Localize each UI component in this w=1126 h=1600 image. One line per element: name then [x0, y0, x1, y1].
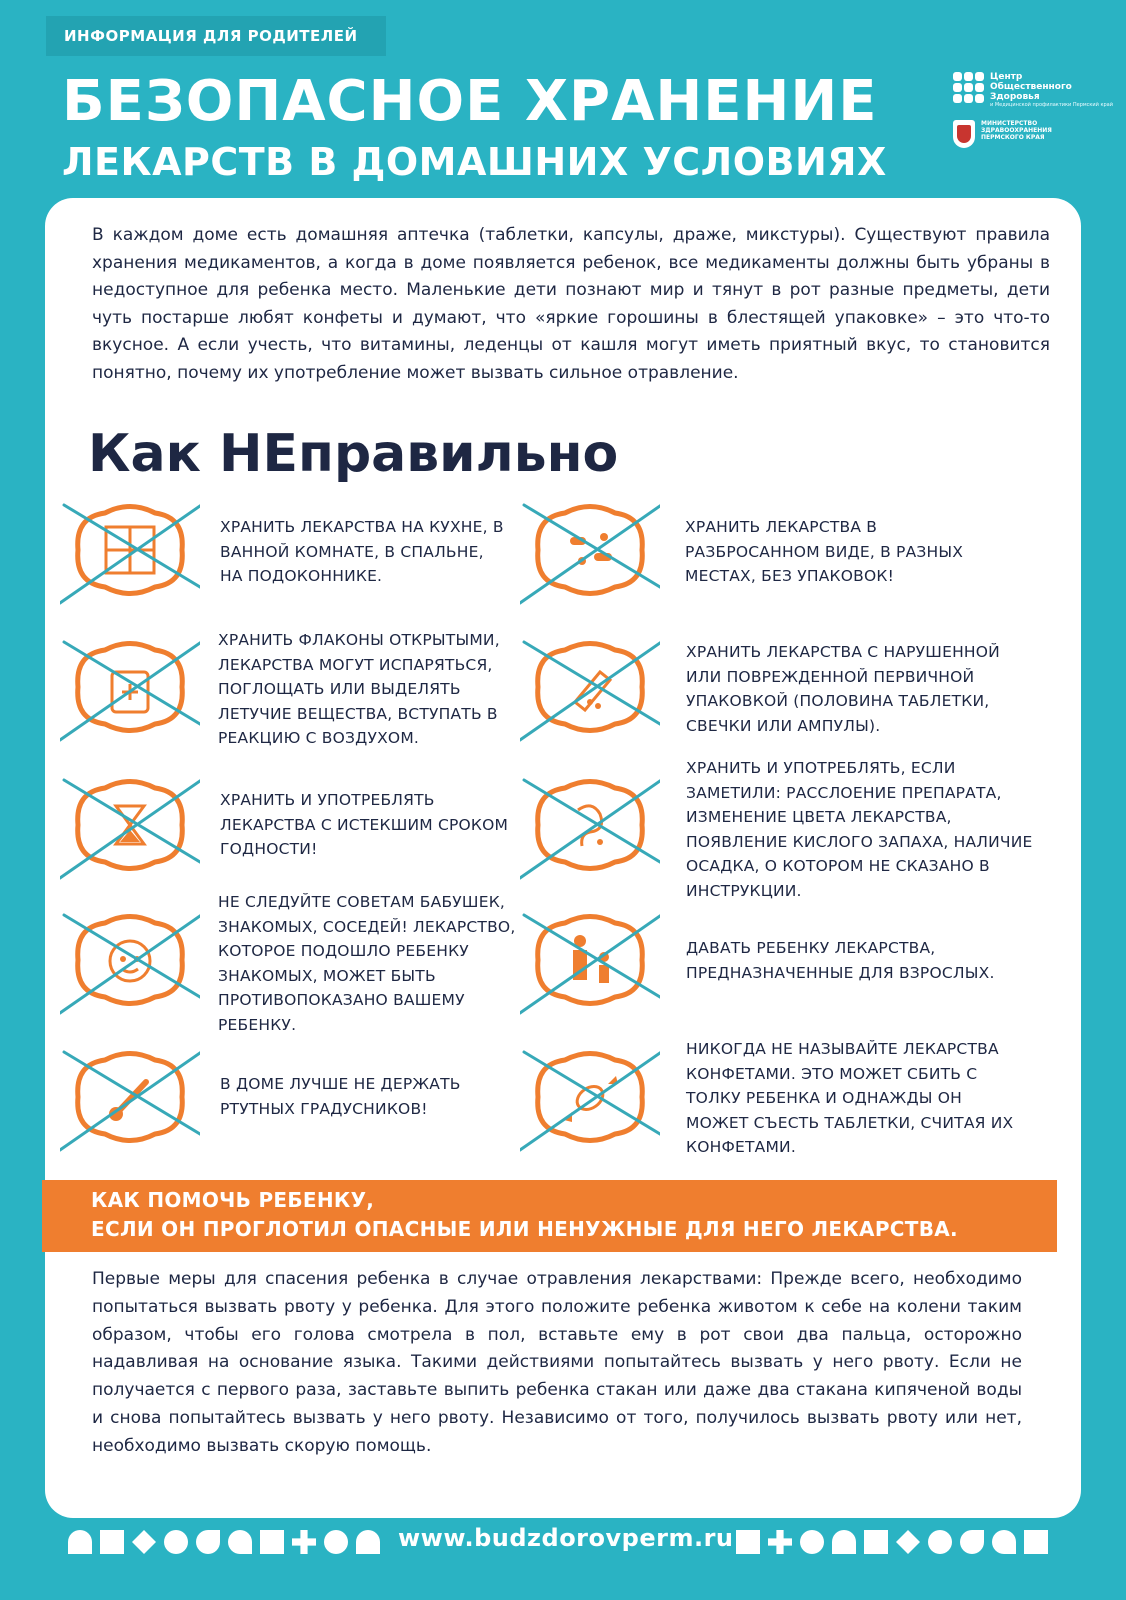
footer-arch-icon [68, 1530, 92, 1554]
wrong-practice-text: ХРАНИТЬ ЛЕКАРСТВА НА КУХНЕ, В ВАННОЙ КОМНАТЕ, В СПАЛЬНЕ, НА ПОДОКОННИКЕ. [220, 518, 504, 586]
footer-square-icon-2 [260, 1530, 284, 1554]
footer-arch-icon-3 [832, 1530, 856, 1554]
footer-square-icon-4 [864, 1530, 888, 1554]
footer-circle-icon-2 [324, 1530, 348, 1554]
center-logo-mark-icon [953, 72, 984, 103]
footer-arch-icon-2 [356, 1530, 380, 1554]
footer-square-icon [100, 1530, 124, 1554]
footer-circle-icon-4 [928, 1530, 952, 1554]
ministry-name-3: ПЕРМСКОГО КРАЯ [981, 134, 1045, 141]
wrong-practice-text: НЕ СЛЕДУЙТЕ СОВЕТАМ БАБУШЕК, ЗНАКОМЫХ, СОСЕДЕЙ! ЛЕКАРСТВО, КОТОРОЕ ПОДОШЛО РЕБЕНКУ ЗНАКОМЫХ, МОЖЕТ БЫТЬ ПРОТИВОПОКАЗАНО ВАШЕМУ РЕБЕНКУ. [218, 893, 516, 1034]
scattered-pills-icon [520, 495, 660, 605]
footer-circle-icon [164, 1530, 188, 1554]
candy-icon [520, 1042, 660, 1152]
center-name-3: Здоровья [990, 92, 1040, 102]
adult-and-child-icon [520, 905, 660, 1015]
page-subtitle: ЛЕКАРСТВ В ДОМАШНИХ УСЛОВИЯХ [62, 140, 887, 184]
wrong-practice-text: ДАВАТЬ РЕБЕНКУ ЛЕКАРСТВА, ПРЕДНАЗНАЧЕННЫЕ ДЛЯ ВЗРОСЛЫХ. [686, 939, 995, 982]
footer-drop-icon [196, 1530, 220, 1554]
intro-paragraph: В каждом доме есть домашняя аптечка (таблетки, капсулы, драже, микстуры). Существуют правила хранения медикаментов, а когда в доме появляется ребенок, все медикаменты должны быть убраны в недоступное для ребенка место. Маленькие дети познают мир и тянут в рот разные предметы, дети чуть постарше любят конфеты и думают, что «яркие горошины в блестящей упаковке» – это что-то вкусное. А если учесть, что витамины, леденцы от кашля могут иметь приятный вкус, то становится понятно, почему их употребление может вызвать сильное отравление. [92, 225, 1050, 383]
hourglass-icon [60, 770, 200, 880]
wrong-practice-text: ХРАНИТЬ ЛЕКАРСТВА В РАЗБРОСАННОМ ВИДЕ, В РАЗНЫХ МЕСТАХ, БЕЗ УПАКОВОК! [685, 518, 964, 586]
audience-tag: ИНФОРМАЦИЯ ДЛЯ РОДИТЕЛЕЙ [46, 16, 386, 56]
wrong-practice-text: ХРАНИТЬ ФЛАКОНЫ ОТКРЫТЫМИ, ЛЕКАРСТВА МОГУТ ИСПАРЯТЬСЯ, ПОГЛОЩАТЬ ИЛИ ВЫДЕЛЯТЬ ЛЕТУЧИЕ ВЕЩЕСТВА, ВСТУПАТЬ В РЕАКЦИЮ С ВОЗДУХОМ. [218, 631, 500, 748]
center-name-1: Центр [990, 72, 1023, 82]
footer-square-icon-5 [1024, 1530, 1048, 1554]
help-paragraph: Первые меры для спасения ребенка в случае отравления лекарствами: Прежде всего, необходимо попытаться вызвать рвоту у ребенка. Для этого положите ребенка животом к себе на колени таким образом, чтобы его голова смотрела в пол, вставьте ему в рот свои два пальца, осторожно надавливая на основание языка. Такими действиями попытайтесь вызвать у него рвоту. Если не получается с первого раза, заставьте выпить ребенка стакан или даже два стакана кипяченой воды и снова попытайтесь вызвать у него рвоту. Независимо от того, получилось вызвать рвоту или нет, необходимо вызвать скорую помощь. [92, 1269, 1022, 1456]
wrong-heading: Как НЕправильно [88, 424, 619, 484]
wrong-practice-text: ХРАНИТЬ И УПОТРЕБЛЯТЬ ЛЕКАРСТВА С ИСТЕКШИМ СРОКОМ ГОДНОСТИ! [220, 791, 509, 859]
broken-pill-icon [520, 632, 660, 742]
page-title: БЕЗОПАСНОЕ ХРАНЕНИЕ [62, 69, 878, 134]
thermometer-icon [60, 1042, 200, 1152]
perm-crest-icon [953, 120, 975, 148]
footer-diamond-icon [132, 1530, 156, 1554]
ministry-name-1: МИНИСТЕРСТВО [981, 120, 1038, 127]
help-band [42, 1180, 1057, 1252]
footer-leaf-icon-2 [992, 1530, 1016, 1554]
center-subtitle: и Медицинской профилактики Пермский край [990, 102, 1113, 108]
footer-plus-icon [292, 1530, 316, 1554]
public-health-center-logo [953, 72, 1113, 108]
footer-diamond-icon-2 [896, 1530, 920, 1554]
grandmother-icon [60, 905, 200, 1015]
footer-leaf-icon [228, 1530, 252, 1554]
wrong-practice-text: ХРАНИТЬ И УПОТРЕБЛЯТЬ, ЕСЛИ ЗАМЕТИЛИ: РАССЛОЕНИЕ ПРЕПАРАТА, ИЗМЕНЕНИЕ ЦВЕТА ЛЕКАРСТВА, ПОЯВЛЕНИЕ КИСЛОГО ЗАПАХА, НАЛИЧИЕ ОСАДКА, О КОТОРОМ НЕ СКАЗАНО В ИНСТРУКЦИИ. [686, 759, 1033, 900]
footer [0, 1524, 1126, 1574]
help-band-line1: КАК ПОМОЧЬ РЕБЕНКУ, [91, 1188, 375, 1212]
wrong-practice-text: В ДОМЕ ЛУЧШЕ НЕ ДЕРЖАТЬ РТУТНЫХ ГРАДУСНИКОВ! [220, 1075, 461, 1118]
footer-drop-icon-2 [960, 1530, 984, 1554]
kitchen-cabinet-icon [60, 495, 200, 605]
wrong-practice-text: ХРАНИТЬ ЛЕКАРСТВА С НАРУШЕННОЙ ИЛИ ПОВРЕЖДЕННОЙ ПЕРВИЧНОЙ УПАКОВКОЙ (ПОЛОВИНА ТАБЛЕТКИ, СВЕЧКИ ИЛИ АМПУЛЫ). [686, 643, 1000, 735]
ministry-name-2: ЗДРАВООХРАНЕНИЯ [981, 127, 1052, 134]
center-name-2: Общественного [990, 82, 1072, 92]
footer-square-icon-3 [736, 1530, 760, 1554]
help-band-line2: ЕСЛИ ОН ПРОГЛОТИЛ ОПАСНЫЕ ИЛИ НЕНУЖНЫЕ ДЛЯ НЕГО ЛЕКАРСТВА. [91, 1217, 958, 1241]
wrong-practice-text: НИКОГДА НЕ НАЗЫВАЙТЕ ЛЕКАРСТВА КОНФЕТАМИ. ЭТО МОЖЕТ СБИТЬ С ТОЛКУ РЕБЕНКА И ОДНАЖДЫ ОН МОЖЕТ СЪЕСТЬ ТАБЛЕТКИ, СЧИТАЯ ИХ КОНФЕТАМИ. [686, 1040, 1014, 1157]
open-bottle-icon [60, 632, 200, 742]
spoiled-medicine-icon [520, 770, 660, 880]
website-url[interactable]: www.budzdorovperm.ru [398, 1524, 734, 1552]
logos [953, 72, 1113, 148]
footer-circle-icon-3 [800, 1530, 824, 1554]
footer-plus-icon-2 [768, 1530, 792, 1554]
ministry-logo [953, 120, 1113, 148]
